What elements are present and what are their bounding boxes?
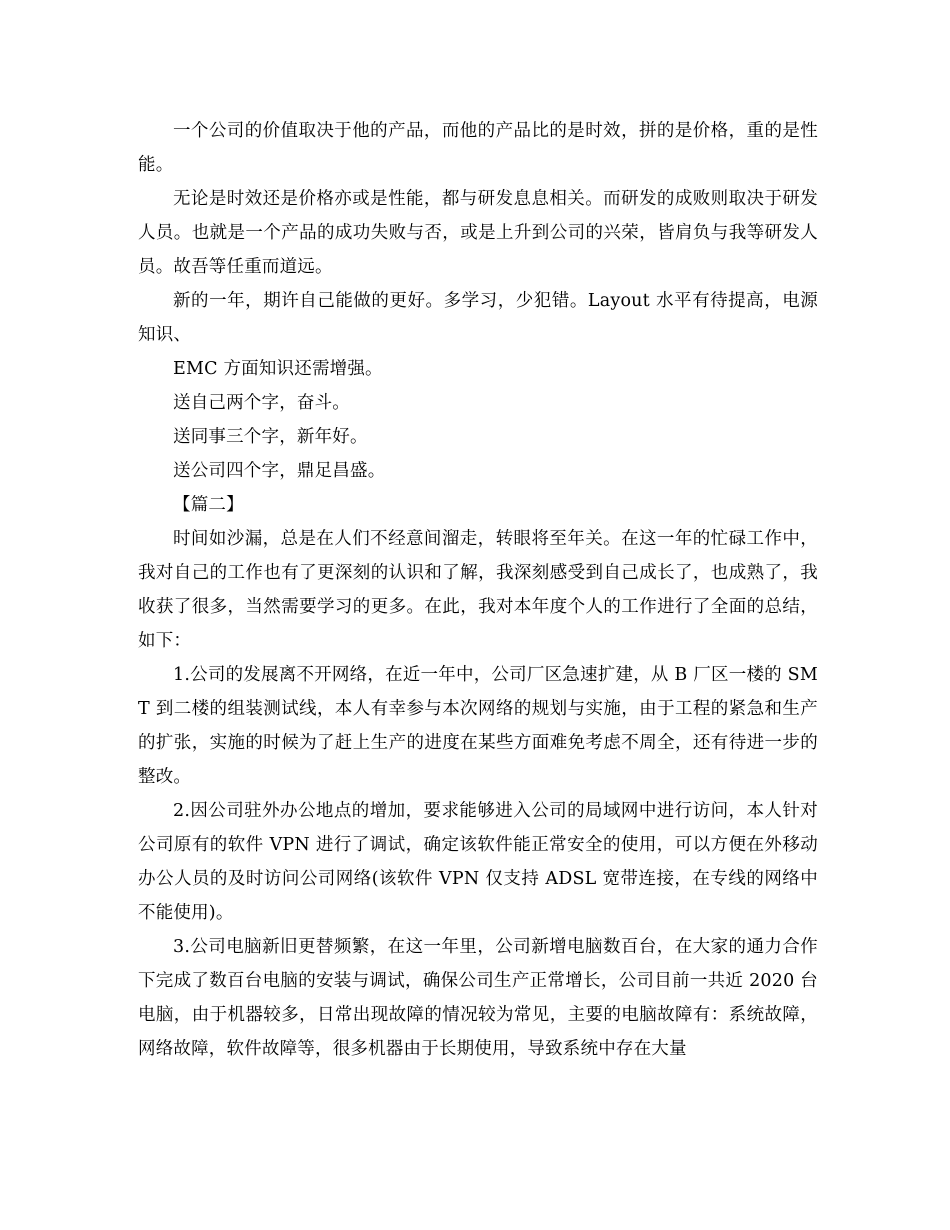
paragraph-item-3-computers: 3.公司电脑新旧更替频繁，在这一年里，公司新增电脑数百台，在大家的通力合作下完成了数百台电脑的安装与调试，确保公司生产正常增长，公司目前一共近 2020 台电脑，由于机器较多，日常出现故障的情况较为常见，主要的电脑故障有：系统故障，网络故障，软件故障等，很多机器由于长期使用，导致系统中存在大量 [138, 937, 818, 1059]
paragraph-emc-knowledge: EMC 方面知识还需增强。 [173, 359, 383, 379]
paragraph-value-of-company: 一个公司的价值取决于他的产品，而他的产品比的是时效，拼的是价格，重的是性能。 [138, 121, 818, 175]
paragraph-item-2-vpn: 2.因公司驻外办公地点的增加，要求能够进入公司的局域网中进行访问，本人针对公司原有的软件 VPN 进行了调试，确定该软件能正常安全的使用，可以方便在外移动办公人员的及时访问公司网络(该软件 VPN 仅支持 ADSL 宽带连接，在专线的网络中不能使用)。 [138, 801, 818, 923]
paragraph-to-company: 送公司四个字，鼎足昌盛。 [173, 461, 386, 481]
paragraph-rnd-importance: 无论是时效还是价格亦或是性能，都与研发息息相关。而研发的成败则取决于研发人员。也就是一个产品的成功失败与否，或是上升到公司的兴荣，皆肩负与我等研发人员。故吾等任重而道远。 [138, 189, 818, 277]
paragraph-item-1-network: 1.公司的发展离不开网络，在近一年中，公司厂区急速扩建，从 B 厂区一楼的 SMT 到二楼的组装测试线，本人有幸参与本次网络的规划与实施，由于工程的紧急和生产的扩张，实施的时候为了赶上生产的进度在某些方面难免考虑不周全，还有待进一步的整改。 [138, 665, 818, 787]
paragraph-new-year-goals: 新的一年，期许自己能做的更好。多学习，少犯错。Layout 水平有待提高，电源知识、 [138, 291, 818, 345]
paragraph-to-colleagues: 送同事三个字，新年好。 [173, 427, 368, 447]
paragraph-year-summary-intro: 时间如沙漏，总是在人们不经意间溜走，转眼将至年关。在这一年的忙碌工作中，我对自己的工作也有了更深刻的认识和了解，我深刻感受到自己成长了，也成熟了，我收获了很多，当然需要学习的更多。在此，我对本年度个人的工作进行了全面的总结，如下： [138, 529, 818, 651]
document-body [138, 114, 818, 1066]
paragraph-to-self: 送自己两个字，奋斗。 [173, 393, 350, 413]
section-heading-part-two: 【篇二】 [173, 495, 244, 515]
